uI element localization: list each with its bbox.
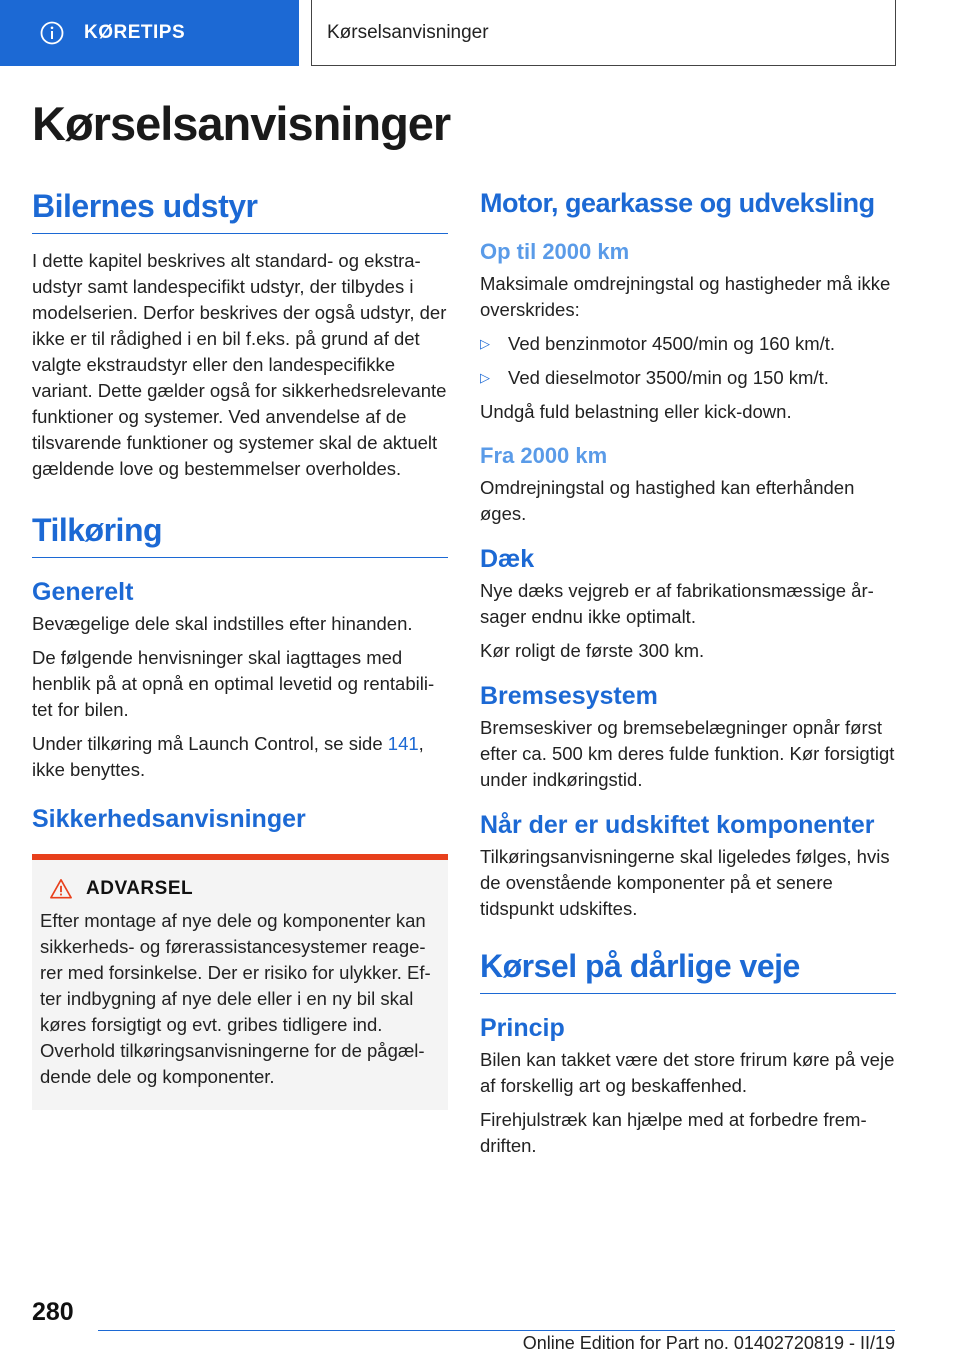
triangle-right-icon: ▷: [480, 336, 490, 351]
right-column: [480, 188, 896, 1167]
heading-udskiftet-komponenter: Når der er udskiftet komponenter: [480, 811, 875, 839]
heading-daek: Dæk: [480, 545, 535, 573]
page-title: Kørselsanvisninger: [32, 97, 451, 150]
princip-paragraph-1: Bilen kan takket være det store frirum køre på veje af forskellig art og beskaffenhed.: [480, 1049, 895, 1096]
heading-generelt: Generelt: [32, 578, 134, 606]
list-item: [480, 365, 896, 391]
udstyr-paragraph: I dette kapitel beskrives alt standard- og ekstraudstyr samt landespecifikt udstyr, der tilbydes i modelserien. Derfor beskrives der også udstyr, der ikke er til rådighed i en bil f.eks. på grund af det valgte ekstraudstyr eller den landespecifikke variant. Dette gælder også for sikkerhedsrelevante funktioner og systemer. Ved anvendelse af de tilsvarende funktioner og systemer skal de aktuelt gældende love og bestemmelser overholdes.: [32, 250, 447, 479]
heading-sikkerhedsanvisninger: Sikkerhedsanvisninger: [32, 805, 306, 833]
page-reference-link[interactable]: 141: [387, 733, 419, 754]
heading-bilernes-udstyr: Bilernes udstyr: [32, 188, 448, 234]
left-column: [32, 188, 448, 1110]
warning-text: Efter montage af nye dele og komponenter kan sikkerheds- og førerassistancesystemer reagerer med forsinkelse. Der er risiko for ulykker. Efter indbygning af nye dele eller i en ny bil skal køres forsigtigt og evt. gribes tidligere ind. Overhold tilkøringsanvisningerne for de pågældende dele og komponenter.: [40, 910, 431, 1087]
warning-box: [32, 854, 448, 1110]
list-item-text: Ved dieselmotor 3500/min og 150 km/t.: [508, 367, 829, 388]
bremse-paragraph: Bremseskiver og bremsebelægninger opnår først efter ca. 500 km deres fulde funktion. Kør forsigtigt under indkøringstid.: [480, 717, 895, 790]
info-circle-icon: [40, 21, 64, 45]
generelt-paragraph-1: Bevægelige dele skal indstilles efter hinanden.: [32, 613, 413, 634]
generelt-paragraph-3: [32, 731, 448, 783]
princip-paragraph-2: Firehjulstræk kan hjælpe med at forbedre fremdriften.: [480, 1109, 867, 1156]
heading-princip: Princip: [480, 1014, 565, 1042]
heading-korsel-darlige-veje: Kørsel på dårlige veje: [480, 948, 896, 994]
generelt-text-post: , ikke benyttes.: [32, 733, 424, 780]
page-header: [0, 0, 960, 66]
chapter-tab[interactable]: [0, 0, 299, 66]
section-tab[interactable]: [311, 0, 896, 66]
heading-bremsesystem: Bremsesystem: [480, 682, 658, 710]
op-til-paragraph: Maksimale omdrejningstal og hastigheder må ikke overskrides:: [480, 273, 891, 320]
daek-paragraph-2: Kør roligt de første 300 km.: [480, 640, 705, 661]
op-til-after-paragraph: Undgå fuld belastning eller kick-down.: [480, 401, 792, 422]
triangle-right-icon: ▷: [480, 370, 490, 385]
warning-title: ADVARSEL: [86, 878, 194, 899]
udskiftet-paragraph: Tilkøringsanvisningerne skal ligeledes følges, hvis de ovenstående komponenter på et senere tidspunkt udskiftes.: [480, 846, 890, 919]
heading-fra-2000: Fra 2000 km: [480, 443, 608, 468]
chapter-tab-label: KØRETIPS: [84, 22, 186, 43]
footer-edition-text: Online Edition for Part no. 01402720819 - II/19: [522, 1333, 895, 1353]
heading-tilkoring: Tilkøring: [32, 512, 448, 558]
page-number: 280: [32, 1298, 74, 1326]
fra-paragraph: Omdrejningstal og hastighed kan efterhånden øges.: [480, 477, 855, 524]
heading-motor-gearkasse: Motor, gearkasse og udveksling: [480, 188, 875, 218]
generelt-paragraph-2: De følgende henvisninger skal iagttages med henblik på at opnå en optimal levetid og rentabilitet for bilen.: [32, 647, 435, 720]
daek-paragraph-1: Nye dæks vejgreb er af fabrikationsmæssige årsager endnu ikke optimalt.: [480, 580, 874, 627]
heading-op-til-2000: Op til 2000 km: [480, 239, 630, 264]
section-tab-label: Kørselsanvisninger: [327, 21, 489, 43]
footer-divider: [98, 1330, 895, 1331]
warning-triangle-icon: [50, 878, 72, 900]
list-item-text: Ved benzinmotor 4500/min og 160 km/t.: [508, 333, 836, 354]
list-item: [480, 331, 896, 357]
warning-header: [40, 878, 440, 900]
generelt-text-pre: Under tilkøring må Launch Control, se side: [32, 733, 388, 754]
